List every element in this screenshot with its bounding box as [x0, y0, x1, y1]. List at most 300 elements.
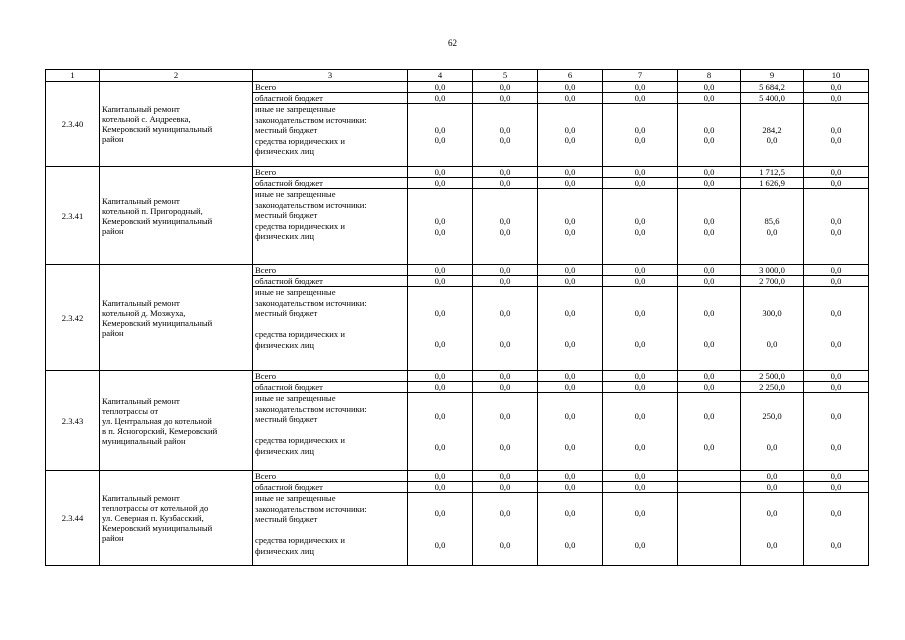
local-budget-value: 0,0 [830, 508, 842, 518]
source-total: Всего [253, 265, 408, 276]
value-cell: 0,0 [804, 482, 869, 493]
value-cell [408, 104, 473, 167]
source-line: законодательством источники: [255, 199, 367, 210]
legal-entities-value: 0,0 [830, 442, 842, 452]
spacer [806, 318, 866, 329]
value-cell: 0,0 [408, 276, 473, 287]
source-total: Всего [253, 371, 408, 382]
source-line: иные не запрещенные [255, 393, 336, 403]
spacer [806, 329, 866, 340]
description-line: район [102, 327, 124, 338]
source-regional: областной бюджет [253, 93, 408, 104]
value-cell: 0,0 [603, 471, 678, 482]
description-line: Кемеровский муниципальный [102, 317, 213, 328]
value-cell: 0,0 [678, 371, 741, 382]
local-budget-value: 0,0 [830, 410, 842, 421]
value-cell: 0,0 [538, 93, 603, 104]
spacer [680, 329, 738, 340]
value-cell: 0,0 [678, 382, 741, 393]
local-budget-value: 85,6 [764, 216, 780, 226]
value-cell: 0,0 [408, 482, 473, 493]
local-budget-value: 0,0 [830, 124, 842, 135]
legal-entities-value: 0,0 [564, 135, 576, 145]
value-cell: 0,0 [804, 471, 869, 482]
value-cell [678, 493, 741, 566]
spacer [255, 319, 405, 330]
spacer [743, 432, 801, 443]
item-number: 2.3.43 [46, 371, 100, 471]
legal-entities-value: 0,0 [564, 339, 576, 349]
source-line: средства юридических и [255, 135, 345, 146]
legal-entities-value: 0,0 [634, 226, 646, 237]
local-budget-value: 0,0 [564, 508, 576, 518]
source-regional: областной бюджет [253, 276, 408, 287]
source-line: местный бюджет [255, 414, 318, 424]
value-cell: 3 000,0 [741, 265, 804, 276]
legal-entities-value: 0,0 [434, 226, 446, 237]
value-cell: 0,0 [538, 82, 603, 93]
local-budget-value: 0,0 [830, 216, 842, 226]
value-cell: 0,0 [538, 382, 603, 393]
source-line: средства юридических и [255, 329, 345, 339]
legal-entities-value: 0,0 [766, 339, 778, 349]
source-total: Всего [253, 471, 408, 482]
value-cell [603, 493, 678, 566]
value-cell [804, 104, 869, 167]
value-cell: 0,0 [473, 167, 538, 178]
description-line: Капитальный ремонт [102, 493, 180, 503]
value-cell: 0,0 [804, 265, 869, 276]
value-cell [741, 189, 804, 265]
value-cell: 0,0 [408, 93, 473, 104]
legal-entities-value: 0,0 [499, 539, 511, 550]
value-cell: 0,0 [473, 93, 538, 104]
source-line: законодательством источники: [255, 503, 367, 514]
spacer [540, 329, 600, 340]
spacer [540, 519, 600, 530]
value-cell [741, 104, 804, 167]
value-cell: 0,0 [408, 178, 473, 189]
value-cell: 0,0 [678, 82, 741, 93]
description-line: Капитальный ремонт [102, 395, 180, 406]
value-cell: 0,0 [678, 276, 741, 287]
value-cell: 0,0 [473, 276, 538, 287]
spacer [743, 318, 801, 329]
value-cell: 0,0 [473, 178, 538, 189]
spacer [410, 329, 470, 340]
description-line: Кемеровский муниципальный [102, 523, 213, 533]
source-line: иные не запрещенные [255, 493, 336, 503]
spacer [743, 529, 801, 540]
legal-entities-value: 0,0 [564, 226, 576, 237]
value-cell [678, 189, 741, 265]
value-cell: 2 700,0 [741, 276, 804, 287]
value-cell: 0,0 [538, 371, 603, 382]
item-description [100, 265, 253, 371]
spacer [680, 432, 738, 443]
value-cell: 0,0 [473, 371, 538, 382]
spacer [743, 519, 801, 530]
legal-entities-value: 0,0 [830, 539, 842, 550]
value-cell [473, 189, 538, 265]
source-line: физических лиц [255, 545, 315, 556]
value-cell [741, 287, 804, 371]
value-cell: 0,0 [538, 265, 603, 276]
value-cell: 2 500,0 [741, 371, 804, 382]
description-line: котельной д. Мозжуха, [102, 307, 186, 318]
description-line: котельной п. Пригородный, [102, 205, 203, 216]
spacer [605, 432, 675, 443]
source-regional: областной бюджет [253, 178, 408, 189]
value-cell: 5 400,0 [741, 93, 804, 104]
local-budget-value: 0,0 [499, 307, 511, 318]
local-budget-value: 0,0 [564, 216, 576, 226]
value-cell [678, 393, 741, 471]
source-line: средства юридических и [255, 220, 345, 231]
value-cell: 0,0 [804, 382, 869, 393]
value-cell: 0,0 [603, 82, 678, 93]
value-cell [804, 493, 869, 566]
header-cell: 8 [678, 70, 741, 82]
item-description [100, 167, 253, 265]
budget-table [45, 69, 869, 566]
value-cell: 0,0 [678, 178, 741, 189]
source-regional: областной бюджет [253, 482, 408, 493]
legal-entities-value: 0,0 [564, 539, 576, 550]
legal-entities-value: 0,0 [434, 135, 446, 145]
local-budget-value: 0,0 [499, 216, 511, 226]
spacer [255, 525, 405, 536]
header-cell: 3 [253, 70, 408, 82]
value-cell: 0,0 [408, 371, 473, 382]
value-cell [804, 189, 869, 265]
value-cell: 0,0 [804, 371, 869, 382]
value-cell [603, 393, 678, 471]
value-cell [538, 493, 603, 566]
local-budget-value: 0,0 [634, 410, 646, 421]
local-budget-value: 284,2 [762, 124, 782, 135]
legal-entities-value: 0,0 [830, 339, 842, 349]
item-number: 2.3.40 [46, 82, 100, 167]
description-line: ул. Центральная до котельной [102, 415, 212, 426]
value-cell: 0,0 [408, 382, 473, 393]
source-line: законодательством источники: [255, 297, 367, 308]
spacer [605, 421, 675, 432]
item-number: 2.3.41 [46, 167, 100, 265]
spacer [806, 432, 866, 443]
item-description [100, 82, 253, 167]
legal-entities-value: 0,0 [499, 135, 511, 145]
value-cell: 0,0 [538, 167, 603, 178]
value-cell [408, 493, 473, 566]
value-cell: 1 626,9 [741, 178, 804, 189]
local-budget-value: 0,0 [634, 124, 646, 135]
value-cell [741, 393, 804, 471]
value-cell: 0,0 [603, 276, 678, 287]
description-line: Кемеровский муниципальный [102, 215, 213, 226]
header-cell: 10 [804, 70, 869, 82]
spacer [680, 421, 738, 432]
source-line: физических лиц [255, 231, 315, 241]
local-budget-value: 0,0 [634, 508, 646, 518]
spacer [540, 318, 600, 329]
header-cell: 2 [100, 70, 253, 82]
source-line: средства юридических и [255, 435, 345, 445]
value-cell [804, 287, 869, 371]
value-cell: 0,0 [473, 382, 538, 393]
table-row [46, 371, 869, 382]
local-budget-value: 250,0 [762, 410, 782, 421]
value-cell: 0,0 [603, 178, 678, 189]
header-row [46, 70, 869, 82]
value-cell [538, 393, 603, 471]
description-line: ул. Северная п. Кузбасский, [102, 513, 204, 523]
source-line: законодательством источники: [255, 114, 367, 125]
description-line: теплотрассы от [102, 405, 159, 416]
legal-entities-value: 0,0 [434, 442, 446, 452]
description-line: теплотрассы от котельной до [102, 503, 209, 513]
spacer [540, 432, 600, 443]
source-total: Всего [253, 167, 408, 178]
local-budget-value: 0,0 [434, 216, 446, 226]
value-cell: 0,0 [473, 471, 538, 482]
header-cell: 5 [473, 70, 538, 82]
value-cell [408, 189, 473, 265]
description-line: муниципальный район [102, 435, 186, 446]
spacer [410, 529, 470, 540]
header-cell: 6 [538, 70, 603, 82]
spacer [680, 318, 738, 329]
local-budget-value: 0,0 [564, 124, 576, 135]
value-cell [603, 287, 678, 371]
local-budget-value: 0,0 [703, 216, 715, 226]
value-cell: 0,0 [473, 482, 538, 493]
legal-entities-value: 0,0 [766, 135, 778, 145]
description-line: в п. Ясногорский, Кемеровский [102, 425, 218, 436]
source-line: физических лиц [255, 339, 315, 350]
legal-entities-value: 0,0 [499, 226, 511, 237]
local-budget-value: 0,0 [499, 410, 511, 421]
item-number: 2.3.42 [46, 265, 100, 371]
value-cell: 0,0 [603, 382, 678, 393]
value-cell: 0,0 [603, 167, 678, 178]
value-cell [538, 104, 603, 167]
value-cell [408, 287, 473, 371]
description-line: район [102, 533, 124, 543]
source-line: физических лиц [255, 445, 315, 456]
table-row [46, 82, 869, 93]
header-cell: 9 [741, 70, 804, 82]
description-line: Капитальный ремонт [102, 297, 180, 308]
local-budget-value: 300,0 [762, 307, 782, 318]
spacer [475, 329, 535, 340]
value-cell [678, 287, 741, 371]
value-cell [473, 393, 538, 471]
value-cell: 0,0 [603, 265, 678, 276]
spacer [806, 529, 866, 540]
description-line: Капитальный ремонт [102, 195, 180, 206]
legal-entities-value: 0,0 [766, 226, 778, 237]
source-line: местный бюджет [255, 125, 318, 135]
legal-entities-value: 0,0 [830, 135, 842, 145]
spacer [806, 421, 866, 432]
legal-entities-value: 0,0 [499, 442, 511, 452]
legal-entities-value: 0,0 [830, 226, 842, 237]
value-cell: 0,0 [804, 93, 869, 104]
value-cell [473, 493, 538, 566]
spacer [743, 329, 801, 340]
local-budget-value: 0,0 [703, 410, 715, 421]
spacer [680, 529, 738, 540]
local-budget-value: 0,0 [703, 124, 715, 135]
spacer [410, 519, 470, 530]
source-other [253, 189, 408, 265]
source-line: иные не запрещенные [255, 189, 336, 199]
value-cell [538, 189, 603, 265]
legal-entities-value: 0,0 [766, 539, 778, 550]
source-other [253, 287, 408, 371]
spacer [410, 432, 470, 443]
source-line: законодательством источники: [255, 403, 367, 414]
local-budget-value: 0,0 [564, 410, 576, 421]
value-cell: 0,0 [473, 82, 538, 93]
header-cell: 1 [46, 70, 100, 82]
legal-entities-value: 0,0 [634, 339, 646, 349]
spacer [540, 529, 600, 540]
value-cell: 0,0 [741, 471, 804, 482]
legal-entities-value: 0,0 [499, 339, 511, 349]
item-number: 2.3.44 [46, 471, 100, 566]
value-cell [741, 493, 804, 566]
header-cell: 7 [603, 70, 678, 82]
spacer [475, 318, 535, 329]
source-other [253, 104, 408, 167]
spacer [540, 421, 600, 432]
source-line: иные не запрещенные [255, 287, 336, 297]
table-row [46, 167, 869, 178]
header-cell: 4 [408, 70, 473, 82]
spacer [255, 425, 405, 436]
spacer [806, 519, 866, 530]
source-line: местный бюджет [255, 514, 318, 524]
value-cell: 5 684,2 [741, 82, 804, 93]
source-other [253, 493, 408, 566]
value-cell: 0,0 [538, 471, 603, 482]
table-row [46, 265, 869, 276]
spacer [475, 421, 535, 432]
local-budget-value: 0,0 [434, 124, 446, 135]
legal-entities-value: 0,0 [703, 442, 715, 452]
value-cell: 0,0 [603, 482, 678, 493]
value-cell: 1 712,5 [741, 167, 804, 178]
source-line: физических лиц [255, 146, 315, 156]
spacer [605, 329, 675, 340]
value-cell: 0,0 [804, 167, 869, 178]
local-budget-value: 0,0 [499, 124, 511, 135]
value-cell: 0,0 [741, 482, 804, 493]
spacer [475, 432, 535, 443]
local-budget-value: 0,0 [434, 508, 446, 518]
source-line: местный бюджет [255, 308, 318, 318]
local-budget-value: 0,0 [564, 307, 576, 318]
value-cell [538, 287, 603, 371]
spacer [605, 529, 675, 540]
description-line: район [102, 134, 124, 144]
value-cell: 0,0 [538, 276, 603, 287]
local-budget-value: 0,0 [830, 307, 842, 318]
value-cell [408, 393, 473, 471]
value-cell: 0,0 [538, 178, 603, 189]
value-cell [603, 189, 678, 265]
local-budget-value: 0,0 [499, 508, 511, 518]
value-cell: 0,0 [804, 276, 869, 287]
value-cell: 0,0 [678, 93, 741, 104]
source-other [253, 393, 408, 471]
spacer [605, 519, 675, 530]
source-line: местный бюджет [255, 210, 318, 220]
description-line: район [102, 225, 124, 236]
legal-entities-value: 0,0 [434, 339, 446, 349]
value-cell: 0,0 [603, 371, 678, 382]
value-cell: 0,0 [678, 167, 741, 178]
spacer [680, 519, 738, 530]
local-budget-value: 0,0 [634, 216, 646, 226]
legal-entities-value: 0,0 [766, 442, 778, 452]
value-cell: 0,0 [408, 82, 473, 93]
legal-entities-value: 0,0 [434, 539, 446, 550]
table-row [46, 471, 869, 482]
value-cell [473, 287, 538, 371]
local-budget-value: 0,0 [434, 410, 446, 421]
spacer [410, 421, 470, 432]
value-cell [804, 393, 869, 471]
local-budget-value: 0,0 [703, 307, 715, 318]
value-cell: 0,0 [603, 93, 678, 104]
legal-entities-value: 0,0 [703, 226, 715, 237]
value-cell: 0,0 [408, 265, 473, 276]
value-cell: 0,0 [408, 471, 473, 482]
page-number: 62 [448, 38, 457, 48]
legal-entities-value: 0,0 [634, 442, 646, 452]
spacer [475, 529, 535, 540]
description-line: Капитальный ремонт [102, 104, 180, 114]
local-budget-value: 0,0 [766, 508, 778, 518]
item-description [100, 471, 253, 566]
legal-entities-value: 0,0 [564, 442, 576, 452]
table-body [46, 70, 869, 566]
value-cell: 0,0 [678, 265, 741, 276]
spacer [475, 519, 535, 530]
description-line: Кемеровский муниципальный [102, 124, 213, 134]
local-budget-value: 0,0 [634, 307, 646, 318]
local-budget-value: 0,0 [434, 307, 446, 318]
spacer [410, 318, 470, 329]
value-cell: 0,0 [538, 482, 603, 493]
spacer [605, 318, 675, 329]
value-cell: 0,0 [408, 167, 473, 178]
legal-entities-value: 0,0 [703, 135, 715, 145]
source-line: средства юридических и [255, 535, 345, 545]
value-cell [473, 104, 538, 167]
value-cell: 0,0 [473, 265, 538, 276]
value-cell: 0,0 [804, 82, 869, 93]
value-cell [678, 104, 741, 167]
legal-entities-value: 0,0 [634, 135, 646, 145]
item-description [100, 371, 253, 471]
description-line: котельной с. Андреевка, [102, 114, 191, 124]
source-regional: областной бюджет [253, 382, 408, 393]
value-cell [678, 482, 741, 493]
